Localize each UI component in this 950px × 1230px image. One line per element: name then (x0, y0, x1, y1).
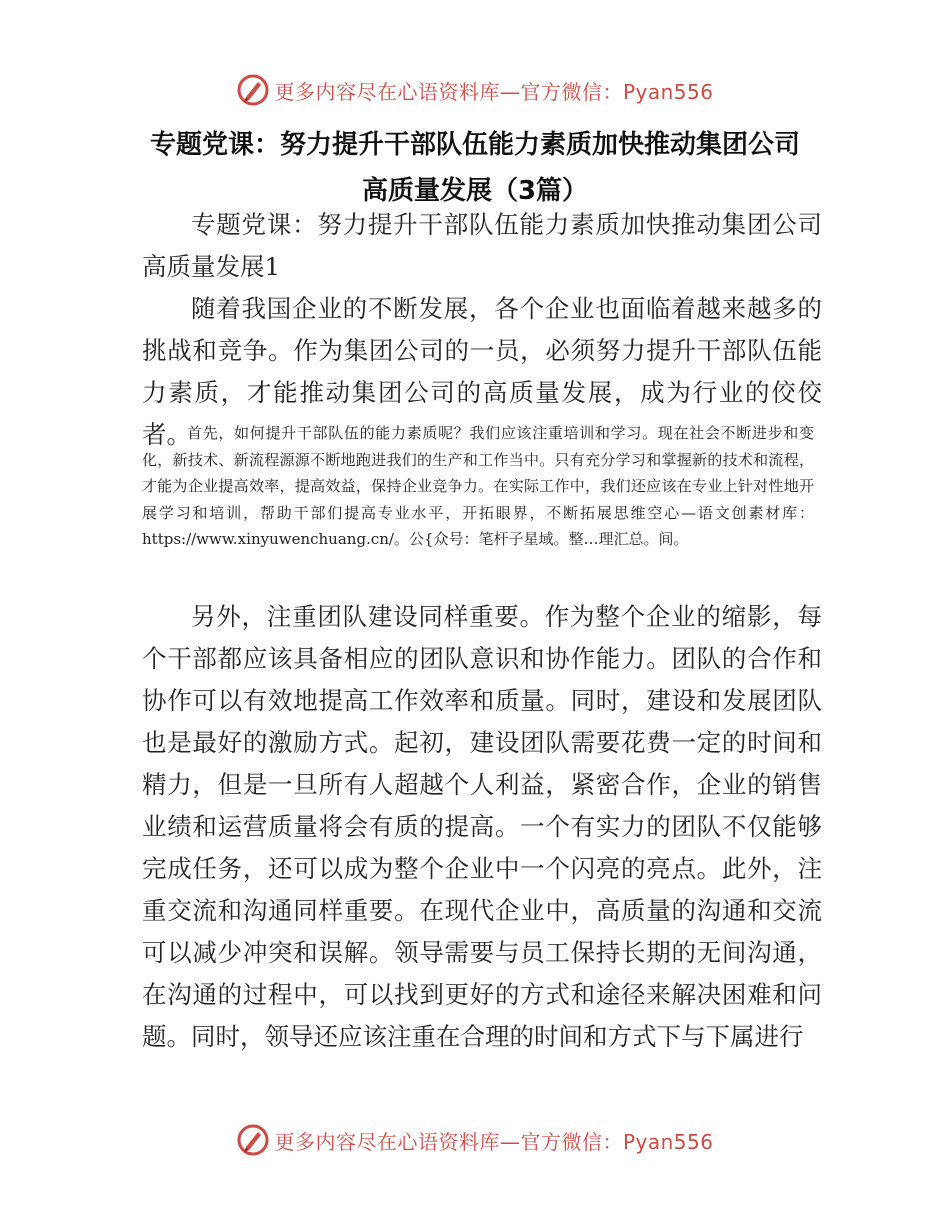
document-title-line-1: 专题党课：努力提升干部队伍能力素质加快推动集团公司 (149, 130, 800, 160)
document-title-line-2: 高质量发展（3篇） (361, 176, 589, 206)
banner-text: 更多内容尽在心语资料库—官方微信：Pyan556 (274, 79, 714, 104)
subtitle-paragraph (142, 204, 822, 288)
paragraph-text: 另外，注重团队建设同样重要。作为整个企业的缩影，每个干部都应该具备相应的团队意识和协作能力。团队的合作和协作可以有效地提高工作效率和质量。同时，建设和发展团队也是最好的激励方式。起初，建设团队需要花费一定的时间和精力，但是一旦所有人超越个人利益，紧密合作，企业的销售业绩和运营质量将会有质的提高。一个有实力的团队不仅能够完成任务，还可以成为整个企业中一个闪亮的亮点。此外，注重交流和沟通同样重要。在现代企业中，高质量的沟通和交流可以减少冲突和误解。领导需要与员工保持长期的无间沟通，在沟通的过程中，可以找到更好的方式和途径来解决困难和问题。同时，领导还应该注重在合理的时间和方式下与下属进行 (142, 602, 822, 1051)
footer-watermark-banner (0, 1120, 950, 1160)
paragraph-text: 首先，如何提升干部队伍的能力素质呢？我们应该注重培训和学习。现在社会不断进步和变化，新技术、新流程源源不断地跑进我们的生产和工作当中。只有充分学习和掌握新的技术和流程，才能为企业提高效率，提高效益，保持企业竞争力。在实际工作中，我们还应该在专业上针对性地开展学习和培训，帮助干部们提高专业水平，开拓眼界，不断拓展思维空心—语文创素材库：https://www.xinyuwenchuang.cn/。公{众号：笔杆子星域。整…理汇总。间。 (142, 424, 814, 549)
logo-pen-circle-icon (236, 73, 270, 107)
header-watermark-banner (0, 70, 950, 110)
logo-pen-circle-icon (236, 1123, 270, 1157)
paragraph-text: 随着我国企业的不断发展，各个企业也面临着越来越多的挑战和竞争。作为集团公司的一员，必须努力提升干部队伍能力素质，才能推动集团公司的高质量发展，成为行业的佼佼者。 (142, 294, 822, 449)
team-building-paragraph (142, 596, 822, 1058)
first-point-paragraph (142, 420, 814, 553)
paragraph-text: 专题党课：努力提升干部队伍能力素质加快推动集团公司高质量发展1 (142, 210, 822, 281)
banner-text: 更多内容尽在心语资料库—官方微信：Pyan556 (274, 1129, 714, 1154)
